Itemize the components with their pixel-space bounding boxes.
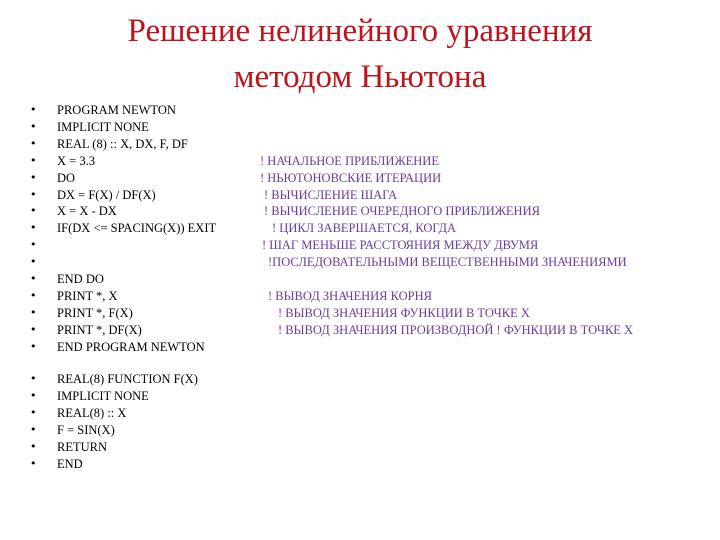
bullet-icon: •	[30, 103, 37, 116]
code-comment: ! ВЫВОД ЗНАЧЕНИЯ ФУНКЦИИ В ТОЧКЕ X	[278, 305, 530, 320]
code-comment: ! ЦИКЛ ЗАВЕРШАЕТСЯ, КОГДА	[272, 221, 457, 236]
code-text: DO	[57, 170, 76, 185]
title-line-2: методом Ньютона	[233, 59, 487, 95]
bullet-icon: •	[30, 388, 37, 402]
code-line	[0, 288, 720, 305]
code-line	[0, 422, 720, 439]
code-text: X = 3.3	[57, 153, 95, 168]
code-text: END DO	[57, 272, 104, 286]
code-text: END	[57, 456, 83, 471]
bullet-icon: •	[30, 288, 37, 302]
code-line	[0, 271, 720, 288]
code-line	[0, 187, 720, 204]
code-line	[0, 237, 720, 254]
bullet-icon: •	[30, 372, 37, 385]
code-line	[0, 102, 720, 119]
code-line	[0, 322, 720, 339]
bullet-icon: •	[30, 221, 37, 235]
bullet-icon: •	[30, 272, 37, 285]
bullet-icon: •	[30, 322, 37, 336]
code-text: REAL(8) :: X	[57, 405, 127, 420]
code-text: IF(DX <= SPACING(X)) EXIT	[57, 221, 217, 236]
code-comment: !ПОСЛЕДОВАТЕЛЬНЫМИ ВЕЩЕСТВЕННЫМИ ЗНАЧЕНИЯМИ	[268, 255, 627, 270]
code-text: PRINT *, X	[57, 288, 118, 303]
code-line	[0, 153, 720, 170]
code-text: PRINT *, DF(X)	[57, 322, 142, 337]
code-text: REAL (8) :: X, DX, F, DF	[57, 136, 188, 151]
bullet-icon: •	[30, 238, 37, 252]
bullet-icon: •	[30, 136, 37, 150]
code-text: PRINT *, F(X)	[57, 305, 133, 320]
bullet-icon: •	[30, 305, 37, 319]
bullet-icon: •	[30, 439, 37, 453]
title-line-1: Решение нелинейного уравнения	[127, 13, 593, 49]
bullet-icon: •	[30, 119, 37, 133]
code-line	[0, 170, 720, 187]
code-comment: ! НАЧАЛЬНОЕ ПРИБЛИЖЕНИЕ	[260, 153, 439, 168]
code-text: RETURN	[57, 439, 107, 454]
code-text: END PROGRAM NEWTON	[57, 339, 205, 354]
code-text: IMPLICIT NONE	[57, 388, 149, 403]
code-line	[0, 254, 720, 271]
code-text: X = X - DX	[57, 204, 117, 219]
code-line	[0, 339, 720, 356]
bullet-icon: •	[30, 339, 37, 353]
code-line	[0, 456, 720, 473]
code-line	[0, 203, 720, 220]
code-line	[0, 136, 720, 153]
code-comment: ! ВЫВОД ЗНАЧЕНИЯ КОРНЯ	[268, 288, 432, 303]
code-comment: ! ВЫЧИСЛЕНИЕ ШАГА	[264, 187, 398, 202]
code-line	[0, 439, 720, 456]
bullet-icon: •	[30, 405, 37, 419]
slide-title	[0, 8, 720, 100]
code-line	[0, 220, 720, 237]
code-line	[0, 388, 720, 405]
code-comment: ! НЬЮТОНОВСКИЕ ИТЕРАЦИИ	[260, 170, 442, 185]
bullet-icon: •	[30, 456, 37, 470]
code-text: IMPLICIT NONE	[57, 119, 149, 134]
code-line	[0, 119, 720, 136]
bullet-icon: •	[30, 255, 37, 269]
bullet-icon: •	[30, 204, 37, 218]
code-comment: ! ВЫВОД ЗНАЧЕНИЯ ПРОИЗВОДНОЙ ! ФУНКЦИИ В ТОЧКЕ X	[278, 322, 634, 337]
bullet-icon: •	[30, 187, 37, 201]
code-text: DX = F(X) / DF(X)	[57, 187, 156, 202]
bullet-icon: •	[30, 422, 37, 436]
bullet-icon: •	[30, 170, 37, 184]
bullet-icon: •	[30, 153, 37, 167]
code-line	[0, 371, 720, 388]
code-text: REAL(8) FUNCTION F(X)	[57, 372, 198, 386]
code-text: PROGRAM NEWTON	[57, 103, 176, 117]
code-text: F = SIN(X)	[57, 422, 115, 437]
code-comment: ! ШАГ МЕНЬШЕ РАССТОЯНИЯ МЕЖДУ ДВУМЯ	[262, 238, 539, 253]
code-comment: ! ВЫЧИСЛЕНИЕ ОЧЕРЕДНОГО ПРИБЛИЖЕНИЯ	[264, 204, 540, 219]
code-line	[0, 305, 720, 322]
code-line	[0, 405, 720, 422]
